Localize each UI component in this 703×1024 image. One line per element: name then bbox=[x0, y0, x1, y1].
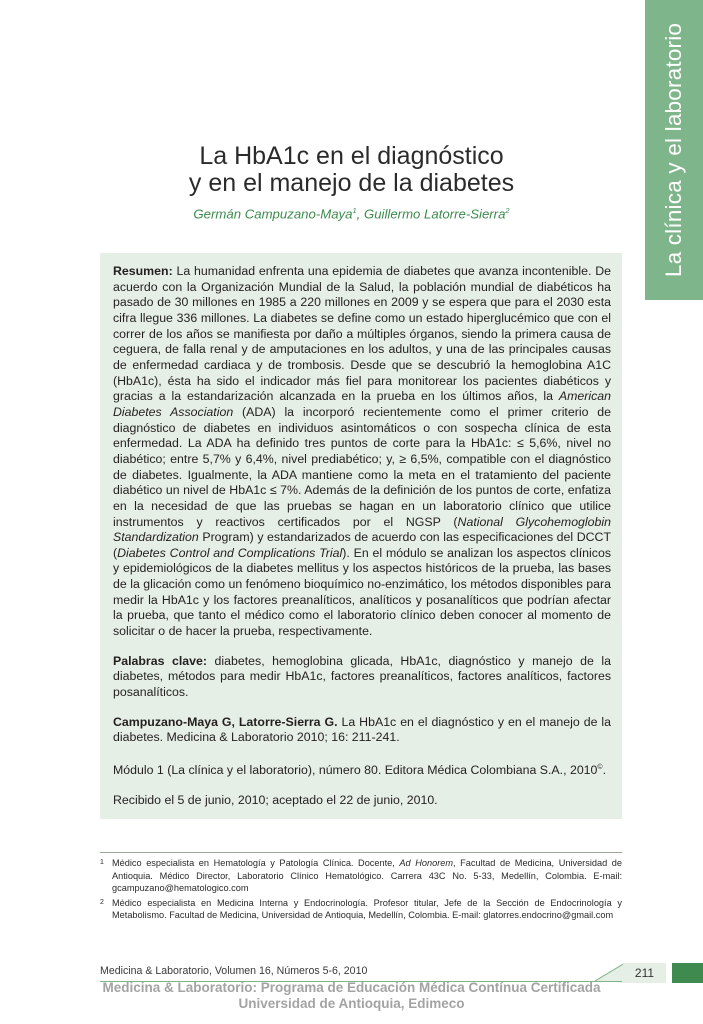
title-line-1: La HbA1c en el diagnóstico bbox=[199, 142, 504, 170]
summary-text-1: La humanidad enfrenta una epidemia de diabetes que avanza incontenible. De acuerdo con la Organización Mundial de la Salud, la población mundial de diabéticos ha pasado de 30 millones en 1985 a 220 millones en 2009 y se espera que para el 2030 esta cifra llegue 336 millones. La diabetes se define como un estado hiperglucémico que con el correr de los años se manifiesta por daño a múltiples órganos, siendo la primera causa de ceguera, de falla renal y de amputaciones en los adultos, y una de las principales causas de enfermedad cardiaca y de trombosis. Desde que se descubrió la hemoglobina A1C (HbA1c), ésta ha sido el indicador más fiel para monitorear los pacientes diabéticos y gracias a la estandarización alcanzada en la prueba en los últimos años, la bbox=[113, 264, 611, 404]
footnote-2-number: 2 bbox=[100, 898, 104, 906]
authors bbox=[0, 206, 703, 221]
footnote-divider bbox=[100, 852, 622, 853]
author-separator: , bbox=[356, 206, 364, 222]
author-2-affil: 2 bbox=[505, 206, 510, 215]
section-tab-label: La clínica y el laboratorio bbox=[661, 22, 686, 278]
title-line-2: y en el manejo de la diabetes bbox=[188, 169, 515, 197]
summary-italic-1: American Diabetes Association bbox=[113, 389, 611, 419]
abstract-summary bbox=[113, 264, 611, 640]
module-copyright: © bbox=[597, 764, 603, 772]
footnote-1-number: 1 bbox=[100, 859, 104, 866]
keywords-text: diabetes, hemoglobina glicada, HbA1c, diagnóstico y manejo de la diabetes, métodos para medir HbA1c, factores preanalíticos, factores analíticos, factores posanalíticos. bbox=[113, 653, 611, 700]
abstract-received: Recibido el 5 de junio, 2010; aceptado el 22 de junio, 2010. bbox=[113, 792, 438, 807]
footer-program-line-2: Universidad de Antioquia, Edimeco bbox=[238, 996, 465, 1011]
summary-italic-3: Diabetes Control and Complications Trial bbox=[117, 545, 343, 560]
footer-program-line-1: Medicina & Laboratorio: Programa de Educación Médica Contínua Certificada bbox=[102, 980, 601, 995]
footnote-1-italic: Ad Honorem bbox=[399, 858, 454, 868]
module-text: Módulo 1 (La clínica y el laboratorio), número 80. Editora Médica Colombiana S.A., 2010 bbox=[113, 763, 598, 778]
author-1-affil: 1 bbox=[352, 206, 357, 215]
abstract-panel bbox=[100, 253, 622, 819]
footnote-1-text-2: , Facultad de Medicina, Universidad de Antioquia. Médico Director, Laboratorio Clínico Hematológico. Carrera 43C No. 5-33, Medellín, Colombia. E-mail: gcampuzano@hematologico.com bbox=[112, 858, 623, 894]
footer-journal: Medicina & Laboratorio, Volumen 16, Números 5-6, 2010 bbox=[100, 965, 368, 977]
abstract-citation bbox=[113, 715, 611, 746]
author-2: Guillermo Latorre-Sierra bbox=[363, 206, 506, 222]
footnotes bbox=[100, 857, 622, 924]
module-end: . bbox=[602, 763, 607, 778]
footnote-2-text: Médico especialista en Medicina Interna y Endocrinología. Profesor titular, Jefe de la Sección de Endocrinología y Metabolismo. Facultad de Medicina, Universidad de Antioquia, Medellín, Colombia. E-mail: glatorres.endocrino@gmail.com bbox=[112, 897, 622, 921]
summary-text-3: Program) y estandarizados de acuerdo con las especificaciones del DCCT ( bbox=[113, 530, 611, 560]
citation-label: Campuzano-Maya G, Latorre-Sierra G. bbox=[113, 714, 338, 729]
keywords-label: Palabras clave: bbox=[113, 653, 207, 668]
article-title bbox=[0, 143, 703, 197]
abstract-keywords bbox=[113, 654, 611, 701]
author-1: Germán Campuzano-Maya bbox=[193, 206, 353, 222]
summary-text-4: ). En el módulo se analizan los aspectos clínicos y epidemiológicos de la diabetes mellitus y los aspectos históricos de la prueba, las bases de la glicación como un fenómeno bioquímico no-enzimático, los métodos disponibles para medir la HbA1c y los factores preanalíticos, analíticos y posanalíticos que podrían afectar la prueba, que tanto el médico como el laboratorio clínico deben conocer al momento de solicitar o de hacer la prueba, respectivamente. bbox=[113, 545, 612, 639]
footer-program bbox=[0, 980, 703, 1012]
citation-text: La HbA1c en el diagnóstico y en el manejo de la diabetes. Medicina & Laboratorio 2010; 16: 211-241. bbox=[113, 714, 611, 745]
summary-label: Resumen: bbox=[113, 264, 173, 278]
abstract-module bbox=[113, 760, 611, 779]
page-number: 211 bbox=[634, 966, 655, 980]
footnote-1-text-1: Médico especialista en Hematología y Patología Clínica. Docente, bbox=[112, 858, 400, 868]
summary-italic-2: National Glycohemoglobin Standardization bbox=[113, 514, 612, 545]
footnote-2 bbox=[100, 897, 622, 922]
summary-text-2: (ADA) la incorporó recientemente como el primer criterio de diagnóstico de diabetes en individuos asintomáticos o con sospecha clínica de esta enfermedad. La ADA ha definido tres puntos de corte para la HbA1c: ≤ 5,6%, nivel no diabético; entre 5,7% y 6,4%, nivel prediabético; y, ≥ 6,5%, compatible con el diagnóstico de diabetes. Igualmente, la ADA mantiene como la meta en el tratamiento del paciente diabético un nivel de HbA1c ≤ 7%. Además de la definición de los puntos de corte, enfatiza en la necesidad de que las pruebas se hagan en un laboratorio clínico que utilice instrumentos y reactivos certificados por el NGSP ( bbox=[113, 404, 611, 529]
footnote-1 bbox=[100, 857, 622, 895]
